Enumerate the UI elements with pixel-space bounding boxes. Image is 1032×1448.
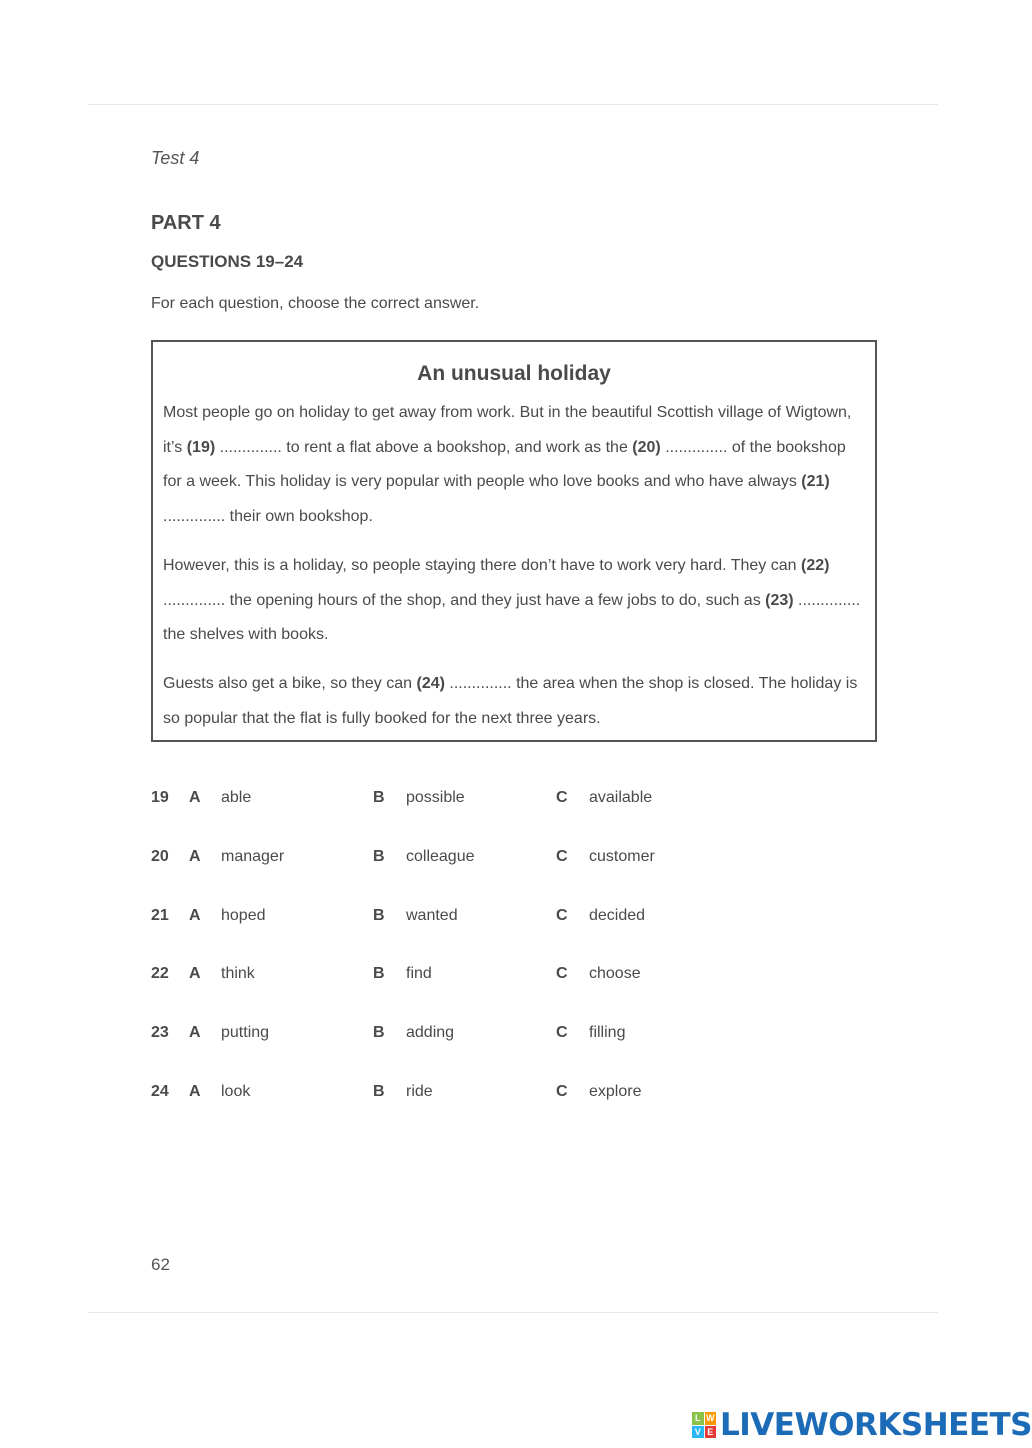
option-c-letter[interactable]: C	[556, 1082, 568, 1100]
option-b-letter[interactable]: B	[373, 1082, 385, 1100]
option-row-20	[151, 845, 791, 904]
question-number: 19	[151, 789, 169, 806]
gap-24[interactable]: (24)	[416, 674, 445, 692]
option-b-letter[interactable]: B	[373, 965, 385, 983]
paragraph-text: .............. their own bookshop.	[163, 508, 373, 526]
passage-title: An unusual holiday	[417, 362, 611, 385]
liveworksheets-watermark	[692, 1407, 1032, 1443]
option-c-word[interactable]: explore	[589, 1082, 642, 1100]
paragraph-text: Guests also get a bike, so they can	[163, 674, 417, 692]
running-head: Test 4	[151, 148, 200, 168]
option-a-word[interactable]: hoped	[221, 906, 266, 924]
option-c-letter[interactable]: C	[556, 789, 568, 806]
option-row-24	[151, 1080, 791, 1139]
gap-23[interactable]: (23)	[765, 591, 794, 609]
gap-19[interactable]: (19)	[186, 438, 216, 456]
passage-paragraph-3	[163, 667, 865, 736]
option-c-word[interactable]: filling	[589, 1024, 626, 1042]
logo-letter: W	[706, 1413, 715, 1423]
question-number: 21	[151, 906, 169, 924]
option-c-letter[interactable]: C	[556, 847, 568, 865]
option-a-word[interactable]: look	[221, 1082, 251, 1100]
option-b-word[interactable]: wanted	[406, 906, 458, 924]
paragraph-text: .............. of the bookshop for a week. This holiday is very popular with people who love books and who have always	[163, 438, 846, 491]
passage-paragraph-1	[163, 396, 865, 535]
question-number: 22	[151, 965, 169, 983]
option-b-word[interactable]: ride	[406, 1082, 433, 1100]
question-number: 20	[151, 847, 169, 865]
gap-20[interactable]: (20)	[632, 438, 661, 456]
option-a-word[interactable]: able	[221, 789, 252, 806]
option-row-23	[151, 1021, 791, 1080]
option-b-letter[interactable]: B	[373, 906, 385, 924]
paragraph-text: .............. the area when the shop is closed. The holiday is so popular that the flat is fully booked for the next three years.	[163, 674, 858, 727]
option-b-word[interactable]: adding	[406, 1024, 455, 1042]
option-b-letter[interactable]: B	[373, 1024, 385, 1042]
option-a-letter[interactable]: A	[189, 1024, 201, 1042]
bottom-rule	[88, 1312, 938, 1313]
option-a-word[interactable]: manager	[221, 847, 285, 865]
paragraph-text: .............. the opening hours of the shop, and they just have a few jobs to do, such as	[163, 591, 766, 609]
option-c-word[interactable]: available	[589, 789, 653, 806]
option-a-letter[interactable]: A	[189, 1082, 201, 1100]
question-number: 24	[151, 1082, 169, 1100]
top-rule	[88, 104, 938, 105]
gap-21[interactable]: (21)	[801, 473, 830, 491]
option-row-22	[151, 962, 791, 1021]
page-number: 62	[151, 1255, 170, 1274]
answer-options	[151, 786, 791, 1139]
option-a-letter[interactable]: A	[189, 789, 201, 806]
option-a-word[interactable]: think	[221, 965, 255, 983]
option-row-21	[151, 904, 791, 963]
paragraph-text: .............. to rent a flat above a bookshop, and work as the	[215, 438, 633, 456]
option-a-word[interactable]: putting	[221, 1024, 270, 1042]
option-c-letter[interactable]: C	[556, 906, 568, 924]
gap-22[interactable]: (22)	[800, 556, 830, 574]
paragraph-text: However, this is a holiday, so people staying there don’t have to work very hard. They can	[163, 556, 801, 574]
option-c-word[interactable]: customer	[589, 847, 655, 865]
option-b-letter[interactable]: B	[373, 789, 385, 806]
passage-box	[151, 340, 877, 742]
option-row-19	[151, 786, 791, 845]
logo-letter: L	[692, 1412, 704, 1425]
question-number: 23	[151, 1024, 169, 1042]
option-c-letter[interactable]: C	[556, 1024, 568, 1042]
passage-paragraph-2	[163, 549, 865, 653]
paragraph-text: Most people go on holiday to get away from work. But in the beautiful Scottish village of Wigtown, it’s	[163, 404, 852, 456]
option-b-letter[interactable]: B	[373, 847, 385, 865]
instruction-text: For each question, choose the correct answer.	[151, 295, 480, 312]
option-b-word[interactable]: possible	[406, 789, 465, 806]
option-c-word[interactable]: choose	[589, 965, 641, 983]
option-a-letter[interactable]: A	[189, 965, 201, 983]
logo-letter: V	[692, 1426, 704, 1439]
part-title: PART 4	[151, 212, 221, 234]
option-b-word[interactable]: find	[406, 965, 432, 983]
option-a-letter[interactable]: A	[189, 847, 201, 865]
liveworksheets-logo-icon	[692, 1412, 716, 1438]
paragraph-text: .............. the shelves with books.	[163, 591, 861, 644]
logo-letter: E	[705, 1426, 717, 1439]
questions-title: QUESTIONS 19–24	[151, 252, 304, 271]
option-b-word[interactable]: colleague	[406, 847, 475, 865]
option-c-letter[interactable]: C	[556, 965, 568, 983]
option-a-letter[interactable]: A	[189, 906, 201, 924]
watermark-text: LIVEWORKSHEETS	[720, 1407, 1032, 1443]
option-c-word[interactable]: decided	[589, 906, 646, 924]
